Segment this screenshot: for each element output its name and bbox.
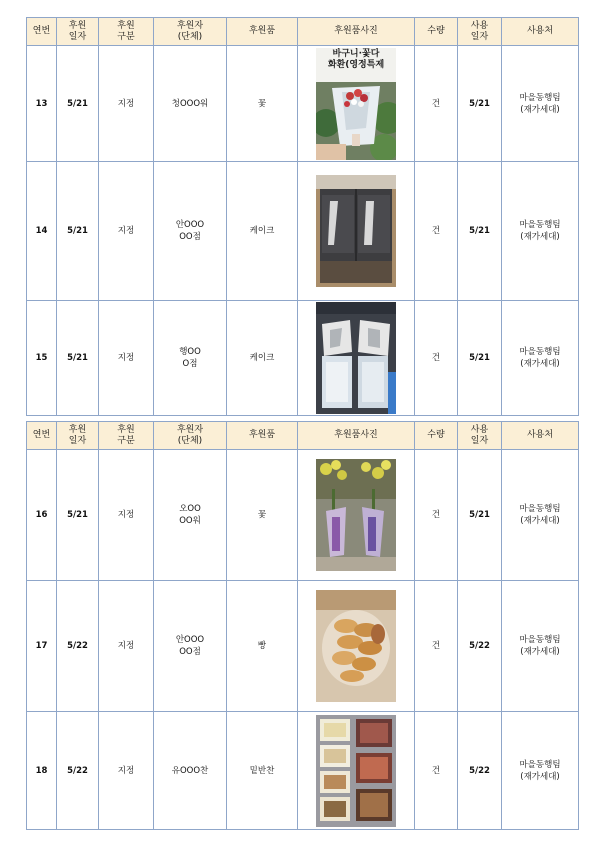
row-use-date: 5/22 <box>458 581 502 712</box>
header-type: 후원 구분 <box>99 18 154 46</box>
row-type: 지정 <box>99 46 154 162</box>
row-no: 18 <box>27 712 57 830</box>
header-photo: 후원품사진 <box>298 18 415 46</box>
row-use-date: 5/21 <box>458 450 502 581</box>
row-use-date: 5/21 <box>458 301 502 416</box>
orchid-pots-photo <box>316 459 396 571</box>
row-no: 15 <box>27 301 57 416</box>
header-qty: 수량 <box>415 422 458 450</box>
row-type: 지정 <box>99 581 154 712</box>
row-photo-cell <box>298 581 415 712</box>
row-donor: 청OOO워 <box>154 46 227 162</box>
header-no: 연번 <box>27 422 57 450</box>
row-item: 꽃 <box>227 450 298 581</box>
row-type: 지정 <box>99 162 154 301</box>
row-photo-cell <box>298 450 415 581</box>
table-row <box>27 581 579 712</box>
row-place: 마을동행팀 (재가세대) <box>502 301 579 416</box>
row-donor: 오OO OO워 <box>154 450 227 581</box>
flower-bouquet-photo <box>316 48 396 160</box>
header-donor: 후원자 (단체) <box>154 422 227 450</box>
header-donor: 후원자 (단체) <box>154 18 227 46</box>
row-date: 5/21 <box>57 450 99 581</box>
row-type: 지정 <box>99 712 154 830</box>
header-row <box>27 422 579 450</box>
header-use-date: 사용 일자 <box>458 422 502 450</box>
row-use-date: 5/21 <box>458 162 502 301</box>
side-dishes-photo <box>316 715 396 827</box>
row-item: 밑반찬 <box>227 712 298 830</box>
table-row <box>27 301 579 416</box>
table-row <box>27 162 579 301</box>
row-item: 꽃 <box>227 46 298 162</box>
row-no: 16 <box>27 450 57 581</box>
row-photo-cell <box>298 301 415 416</box>
row-no: 17 <box>27 581 57 712</box>
header-no: 연번 <box>27 18 57 46</box>
row-date: 5/22 <box>57 712 99 830</box>
row-qty: 건 <box>415 162 458 301</box>
bread-bag-photo <box>316 590 396 702</box>
header-item: 후원품 <box>227 18 298 46</box>
row-place: 마을동행팀 (재가세대) <box>502 450 579 581</box>
row-qty: 건 <box>415 301 458 416</box>
photo-banner-text: 바구니·꽃다 화환(영정특제 <box>327 48 385 70</box>
header-date: 후원 일자 <box>57 422 99 450</box>
row-qty: 건 <box>415 46 458 162</box>
header-type: 후원 구분 <box>99 422 154 450</box>
row-date: 5/21 <box>57 162 99 301</box>
row-date: 5/22 <box>57 581 99 712</box>
row-type: 지정 <box>99 450 154 581</box>
row-date: 5/21 <box>57 301 99 416</box>
row-donor: 유OOO찬 <box>154 712 227 830</box>
table-row <box>27 46 579 162</box>
header-place: 사용처 <box>502 18 579 46</box>
row-no: 14 <box>27 162 57 301</box>
cake-boxes-photo <box>316 175 396 287</box>
row-use-date: 5/22 <box>458 712 502 830</box>
donation-table-1 <box>26 17 579 416</box>
header-qty: 수량 <box>415 18 458 46</box>
row-item: 빵 <box>227 581 298 712</box>
header-photo: 후원품사진 <box>298 422 415 450</box>
row-qty: 건 <box>415 581 458 712</box>
row-photo-cell <box>298 46 415 162</box>
row-item: 케이크 <box>227 301 298 416</box>
row-qty: 건 <box>415 450 458 581</box>
cake-boxes-open-photo <box>316 302 396 414</box>
row-type: 지정 <box>99 301 154 416</box>
row-item: 케이크 <box>227 162 298 301</box>
row-place: 마을동행팀 (재가세대) <box>502 581 579 712</box>
row-donor: 행OO O점 <box>154 301 227 416</box>
row-photo-cell <box>298 712 415 830</box>
header-place: 사용처 <box>502 422 579 450</box>
row-no: 13 <box>27 46 57 162</box>
row-place: 마을동행팀 (재가세대) <box>502 162 579 301</box>
table-row <box>27 450 579 581</box>
row-donor: 안OOO OO점 <box>154 581 227 712</box>
donation-table-2 <box>26 421 579 830</box>
row-donor: 안OOO OO점 <box>154 162 227 301</box>
row-qty: 건 <box>415 712 458 830</box>
row-photo-cell <box>298 162 415 301</box>
row-place: 마을동행팀 (재가세대) <box>502 712 579 830</box>
row-place: 마을동행팀 (재가세대) <box>502 46 579 162</box>
header-item: 후원품 <box>227 422 298 450</box>
header-date: 후원 일자 <box>57 18 99 46</box>
header-use-date: 사용 일자 <box>458 18 502 46</box>
header-row <box>27 18 579 46</box>
table-row <box>27 712 579 830</box>
row-date: 5/21 <box>57 46 99 162</box>
row-use-date: 5/21 <box>458 46 502 162</box>
